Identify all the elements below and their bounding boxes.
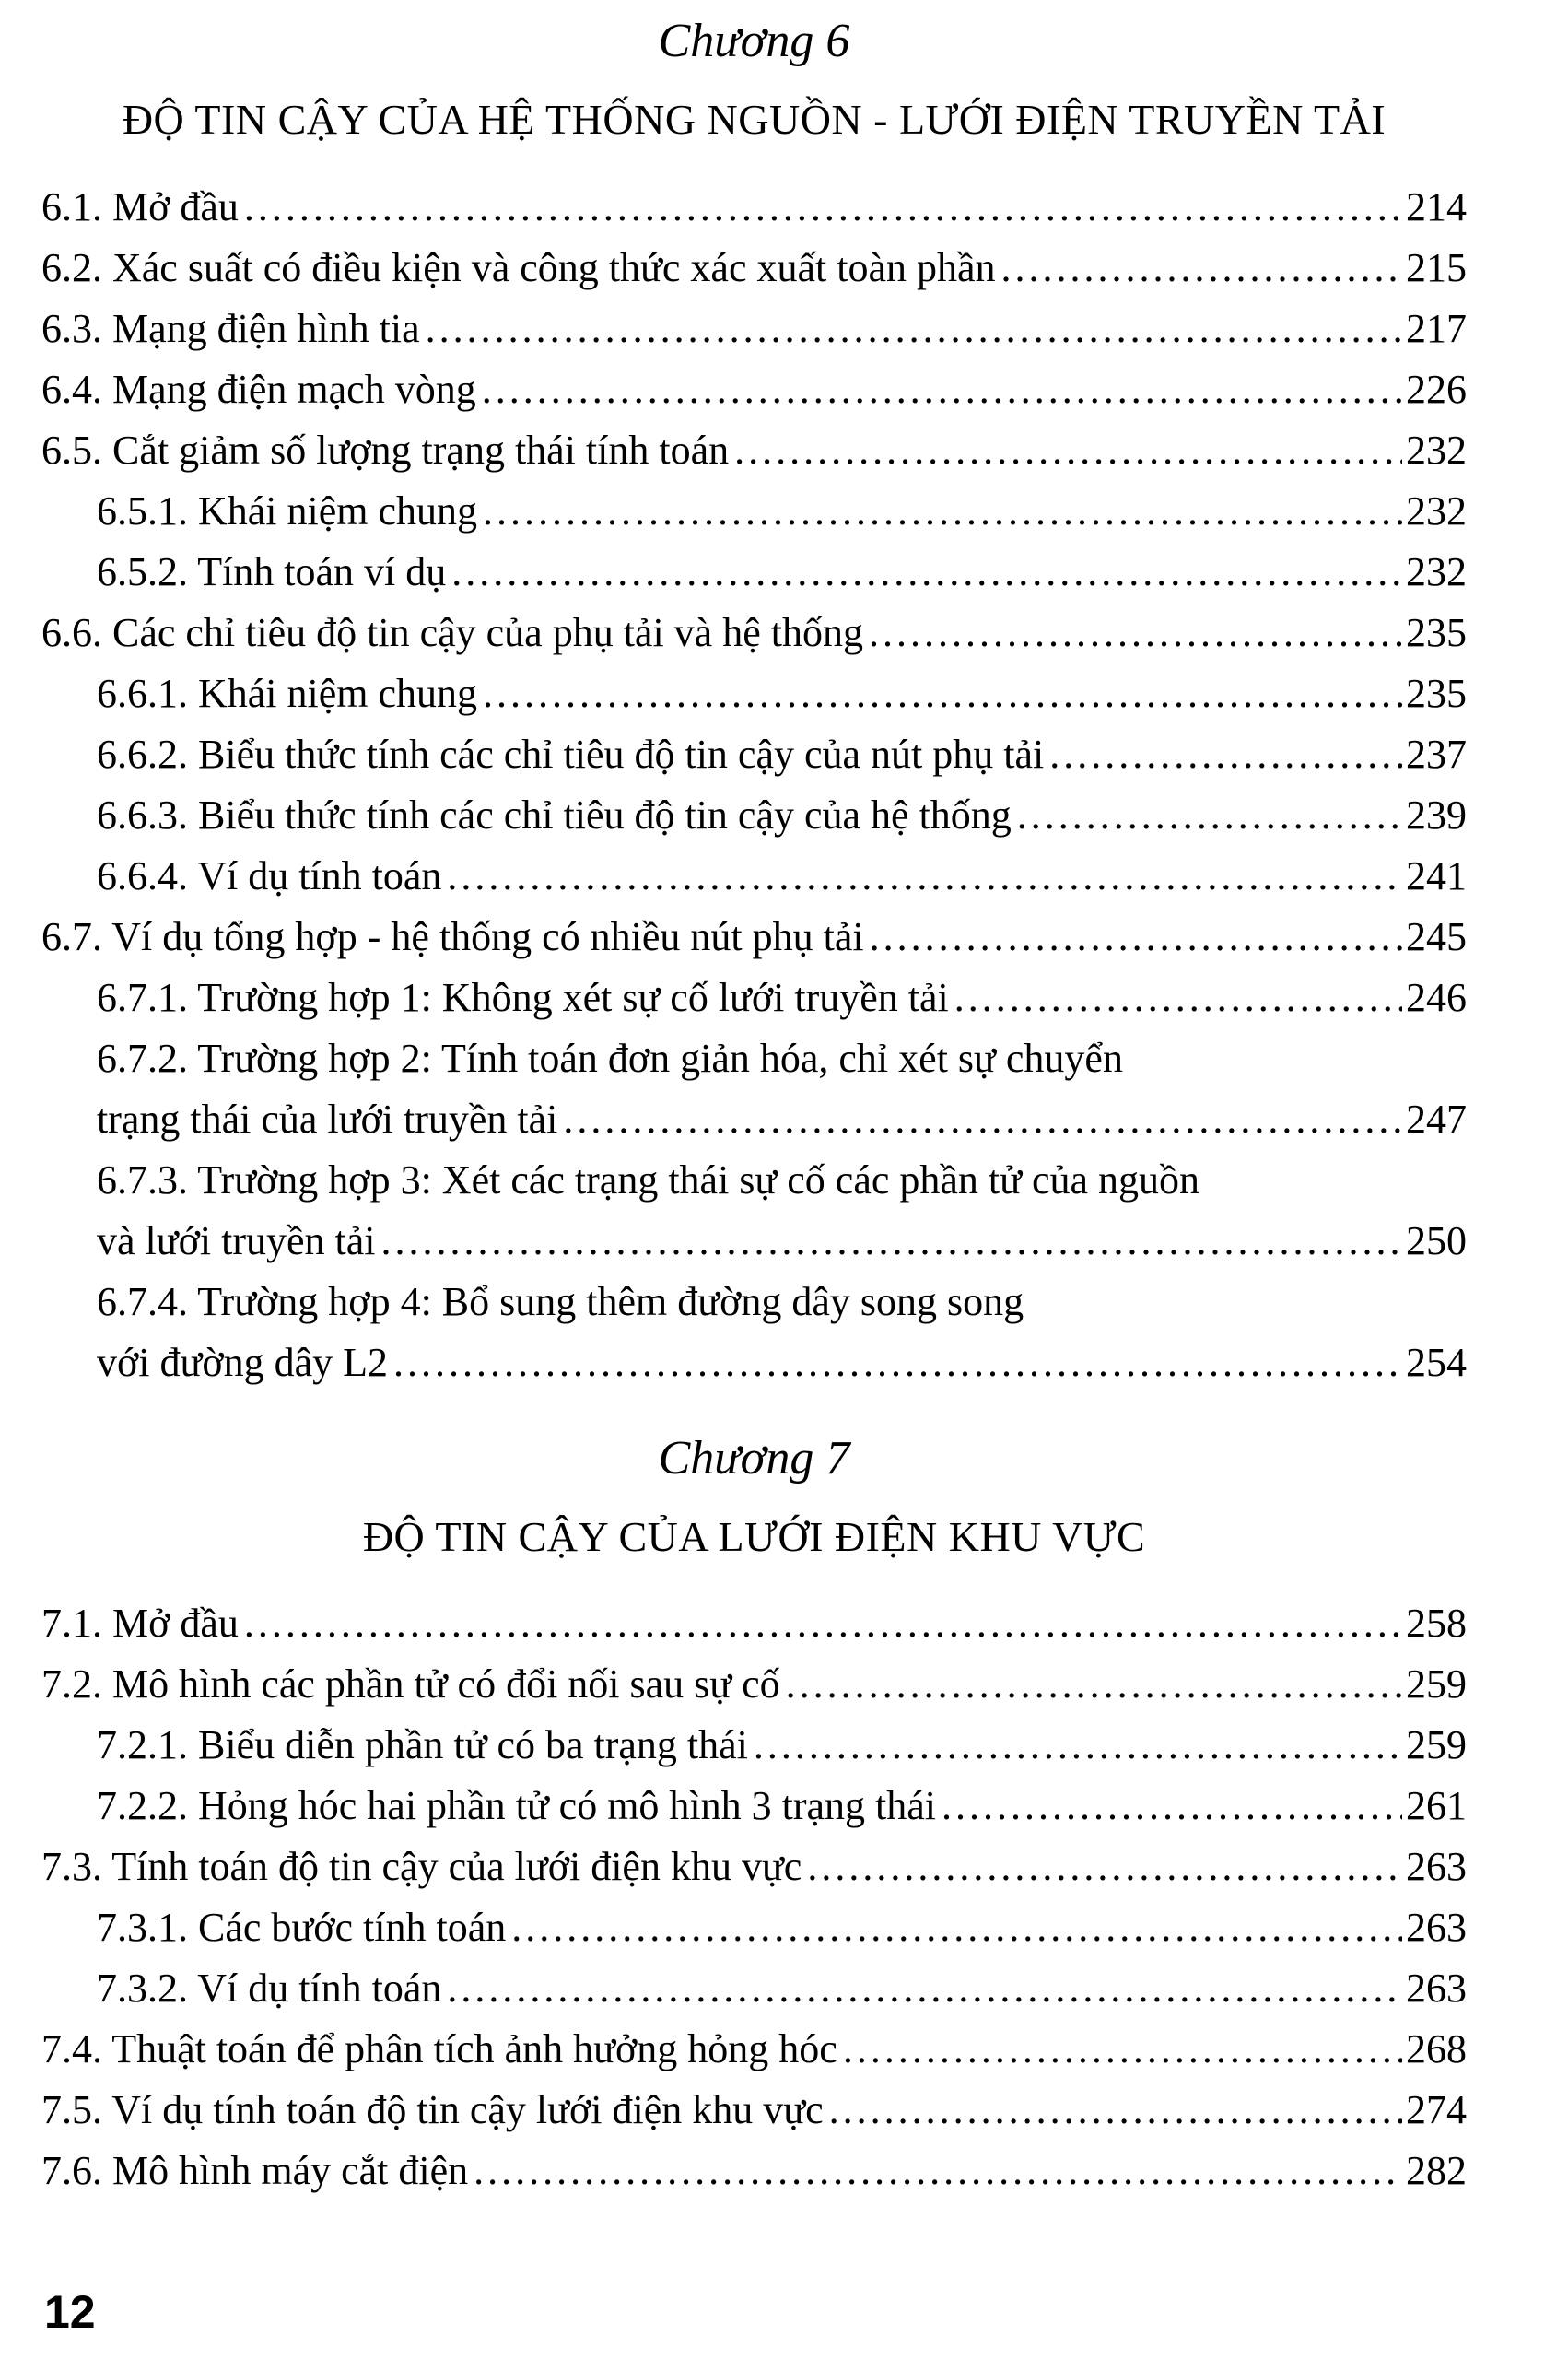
toc-page-number: 245 xyxy=(1406,913,1467,959)
toc-page-number: 254 xyxy=(1406,1339,1467,1385)
toc-page-number: 274 xyxy=(1406,2087,1467,2133)
toc-page-number: 214 xyxy=(1406,183,1467,229)
toc-row xyxy=(41,724,1467,785)
toc-row xyxy=(41,1150,1467,1211)
toc-leader-dots xyxy=(244,1593,1402,1654)
toc-page-number: 250 xyxy=(1406,1217,1467,1263)
toc-leader-dots xyxy=(1001,238,1402,299)
toc-leader-dots xyxy=(447,1958,1402,2019)
toc-row xyxy=(41,1211,1467,1272)
toc-entry-text: 7.3. Tính toán độ tin cậy của lưới điện khu vực xyxy=(41,1844,802,1890)
toc-leader-dots xyxy=(869,603,1402,663)
toc-entry-text: 7.2. Mô hình các phần tử có đổi nối sau sự cố xyxy=(41,1661,780,1708)
toc-page-number: 268 xyxy=(1406,2026,1467,2072)
toc-row xyxy=(41,542,1467,603)
toc-entry-text: 7.3.1. Các bước tính toán xyxy=(97,1905,507,1951)
toc-entry-text: 7.6. Mô hình máy cắt điện xyxy=(41,2148,469,2194)
toc-entry-text: 6.5.1. Khái niệm chung xyxy=(97,487,478,534)
toc-entry-text: 6.6.4. Ví dụ tính toán xyxy=(97,852,442,898)
toc-entry-text: trạng thái của lưới truyền tải xyxy=(97,1096,558,1142)
toc-leader-dots xyxy=(483,481,1402,542)
toc-row xyxy=(41,481,1467,542)
toc-page-number: 239 xyxy=(1406,792,1467,838)
toc-leader-dots xyxy=(393,1332,1402,1393)
toc-page-number: 263 xyxy=(1406,1966,1467,2012)
toc-page-number: 247 xyxy=(1406,1096,1467,1142)
toc-row xyxy=(41,1028,1467,1089)
toc-row xyxy=(41,1654,1467,1715)
toc-leader-dots xyxy=(244,177,1402,238)
toc-leader-dots xyxy=(1049,724,1402,785)
toc-entry-text: 6.7.3. Trường hợp 3: Xét các trạng thái sự cố các phần tử của nguồn xyxy=(97,1156,1200,1203)
toc-row xyxy=(41,1897,1467,1958)
toc-page-number: 226 xyxy=(1406,366,1467,412)
toc-row xyxy=(41,299,1467,359)
toc-page-number: 261 xyxy=(1406,1783,1467,1829)
toc-leader-dots xyxy=(1017,785,1402,846)
toc-leader-dots xyxy=(843,2019,1402,2080)
toc-leader-dots xyxy=(829,2080,1402,2141)
toc-leader-dots xyxy=(511,1897,1402,1958)
toc-entry-text: 7.2.2. Hỏng hóc hai phần tử có mô hình 3 trạng thái xyxy=(97,1783,937,1829)
toc-leader-dots xyxy=(754,1715,1402,1776)
toc-page-number: 235 xyxy=(1406,670,1467,716)
toc-page-number: 282 xyxy=(1406,2148,1467,2194)
toc-leader-dots xyxy=(563,1089,1402,1150)
toc-leader-dots xyxy=(426,299,1402,359)
toc-entry-text: 7.5. Ví dụ tính toán độ tin cậy lưới điện khu vực xyxy=(41,2087,824,2133)
toc-leader-dots xyxy=(447,846,1402,907)
chapter-7-toc xyxy=(41,1593,1467,2201)
toc-leader-dots xyxy=(942,1776,1402,1837)
toc-entry-text: 6.6.3. Biểu thức tính các chỉ tiêu độ tin cậy của hệ thống xyxy=(97,792,1012,838)
toc-page-number: 263 xyxy=(1406,1905,1467,1951)
toc-row xyxy=(41,603,1467,663)
toc-entry-text: 6.7.2. Trường hợp 2: Tính toán đơn giản hóa, chỉ xét sự chuyển xyxy=(97,1035,1123,1081)
toc-row xyxy=(41,2141,1467,2201)
toc-entry-text: 6.6. Các chỉ tiêu độ tin cậy của phụ tải và hệ thống xyxy=(41,609,863,655)
toc-entry-text: 6.6.2. Biểu thức tính các chỉ tiêu độ tin cậy của nút phụ tải xyxy=(97,731,1045,777)
toc-entry-text: 6.4. Mạng điện mạch vòng xyxy=(41,366,476,412)
toc-page-number: 237 xyxy=(1406,731,1467,777)
toc-leader-dots xyxy=(870,907,1402,968)
toc-entry-text: 6.1. Mở đầu xyxy=(41,183,239,229)
toc-leader-dots xyxy=(786,1654,1402,1715)
toc-row xyxy=(41,785,1467,846)
toc-page-number: 232 xyxy=(1406,427,1467,473)
chapter-6-label: Chương 6 xyxy=(658,15,850,67)
toc-row xyxy=(41,1272,1467,1332)
toc-page-number: 259 xyxy=(1406,1661,1467,1708)
chapter-6-section xyxy=(41,13,1467,1393)
toc-page-number: 215 xyxy=(1406,244,1467,290)
toc-row xyxy=(41,846,1467,907)
toc-entry-text: 6.3. Mạng điện hình tia xyxy=(41,305,420,351)
toc-page-number: 241 xyxy=(1406,852,1467,898)
toc-row xyxy=(41,2019,1467,2080)
toc-entry-text: 6.7.4. Trường hợp 4: Bổ sung thêm đường dây song song xyxy=(97,1278,1024,1324)
chapter-7-label: Chương 7 xyxy=(658,1431,850,1485)
toc-row xyxy=(41,1958,1467,2019)
toc-row xyxy=(41,2080,1467,2141)
toc-entry-text: 6.2. Xác suất có điều kiện và công thức xác xuất toàn phần xyxy=(41,244,996,290)
toc-row xyxy=(41,1715,1467,1776)
toc-leader-dots xyxy=(807,1837,1402,1897)
toc-row xyxy=(41,663,1467,724)
toc-entry-text: 7.2.1. Biểu diễn phần tử có ba trạng thái xyxy=(97,1722,748,1768)
toc-row xyxy=(41,1776,1467,1837)
toc-entry-text: 7.1. Mở đầu xyxy=(41,1601,239,1647)
page-number: 12 xyxy=(44,2286,96,2338)
toc-row xyxy=(41,968,1467,1028)
toc-row xyxy=(41,359,1467,420)
toc-leader-dots xyxy=(380,1211,1402,1272)
toc-row xyxy=(41,1089,1467,1150)
toc-leader-dots xyxy=(954,968,1402,1028)
toc-entry-text: 6.7.1. Trường hợp 1: Không xét sự cố lưới truyền tải xyxy=(97,974,949,1020)
toc-page-number: 217 xyxy=(1406,305,1467,351)
toc-row xyxy=(41,1332,1467,1393)
toc-page-number: 258 xyxy=(1406,1601,1467,1647)
toc-page-number: 263 xyxy=(1406,1844,1467,1890)
toc-entry-text: 6.7. Ví dụ tổng hợp - hệ thống có nhiều nút phụ tải xyxy=(41,913,864,959)
toc-entry-text: 6.5. Cắt giảm số lượng trạng thái tính toán xyxy=(41,427,730,473)
toc-entry-text: 7.4. Thuật toán để phân tích ảnh hưởng hỏng hóc xyxy=(41,2026,837,2072)
toc-entry-text: 7.3.2. Ví dụ tính toán xyxy=(97,1966,442,2012)
toc-leader-dots xyxy=(482,359,1402,420)
toc-page-number: 259 xyxy=(1406,1722,1467,1768)
toc-entry-text: và lưới truyền tải xyxy=(97,1217,376,1263)
toc-leader-dots xyxy=(474,2141,1402,2201)
toc-row xyxy=(41,238,1467,299)
toc-entry-text: 6.5.2. Tính toán ví dụ xyxy=(97,548,447,594)
toc-leader-dots xyxy=(483,663,1402,724)
toc-row xyxy=(41,177,1467,238)
toc-row xyxy=(41,420,1467,481)
toc-page-number: 232 xyxy=(1406,487,1467,534)
toc-leader-dots xyxy=(734,420,1402,481)
toc-entry-text: 6.6.1. Khái niệm chung xyxy=(97,670,478,716)
chapter-7-title: ĐỘ TIN CẬY CỦA LƯỚI ĐIỆN KHU VỰC xyxy=(362,1512,1146,1560)
chapter-6-title: ĐỘ TIN CẬY CỦA HỆ THỐNG NGUỒN - LƯỚI ĐIỆN TRUYỀN TẢI xyxy=(122,96,1387,144)
toc-entry-text: với đường dây L2 xyxy=(97,1339,389,1385)
toc-page-number: 246 xyxy=(1406,974,1467,1020)
toc-row xyxy=(41,907,1467,968)
toc-leader-dots xyxy=(451,542,1402,603)
toc-row xyxy=(41,1593,1467,1654)
toc-page-number: 232 xyxy=(1406,548,1467,594)
toc-page-number: 235 xyxy=(1406,609,1467,655)
chapter-6-toc xyxy=(41,177,1467,1393)
chapter-7-section xyxy=(41,1430,1467,2202)
toc-row xyxy=(41,1837,1467,1897)
